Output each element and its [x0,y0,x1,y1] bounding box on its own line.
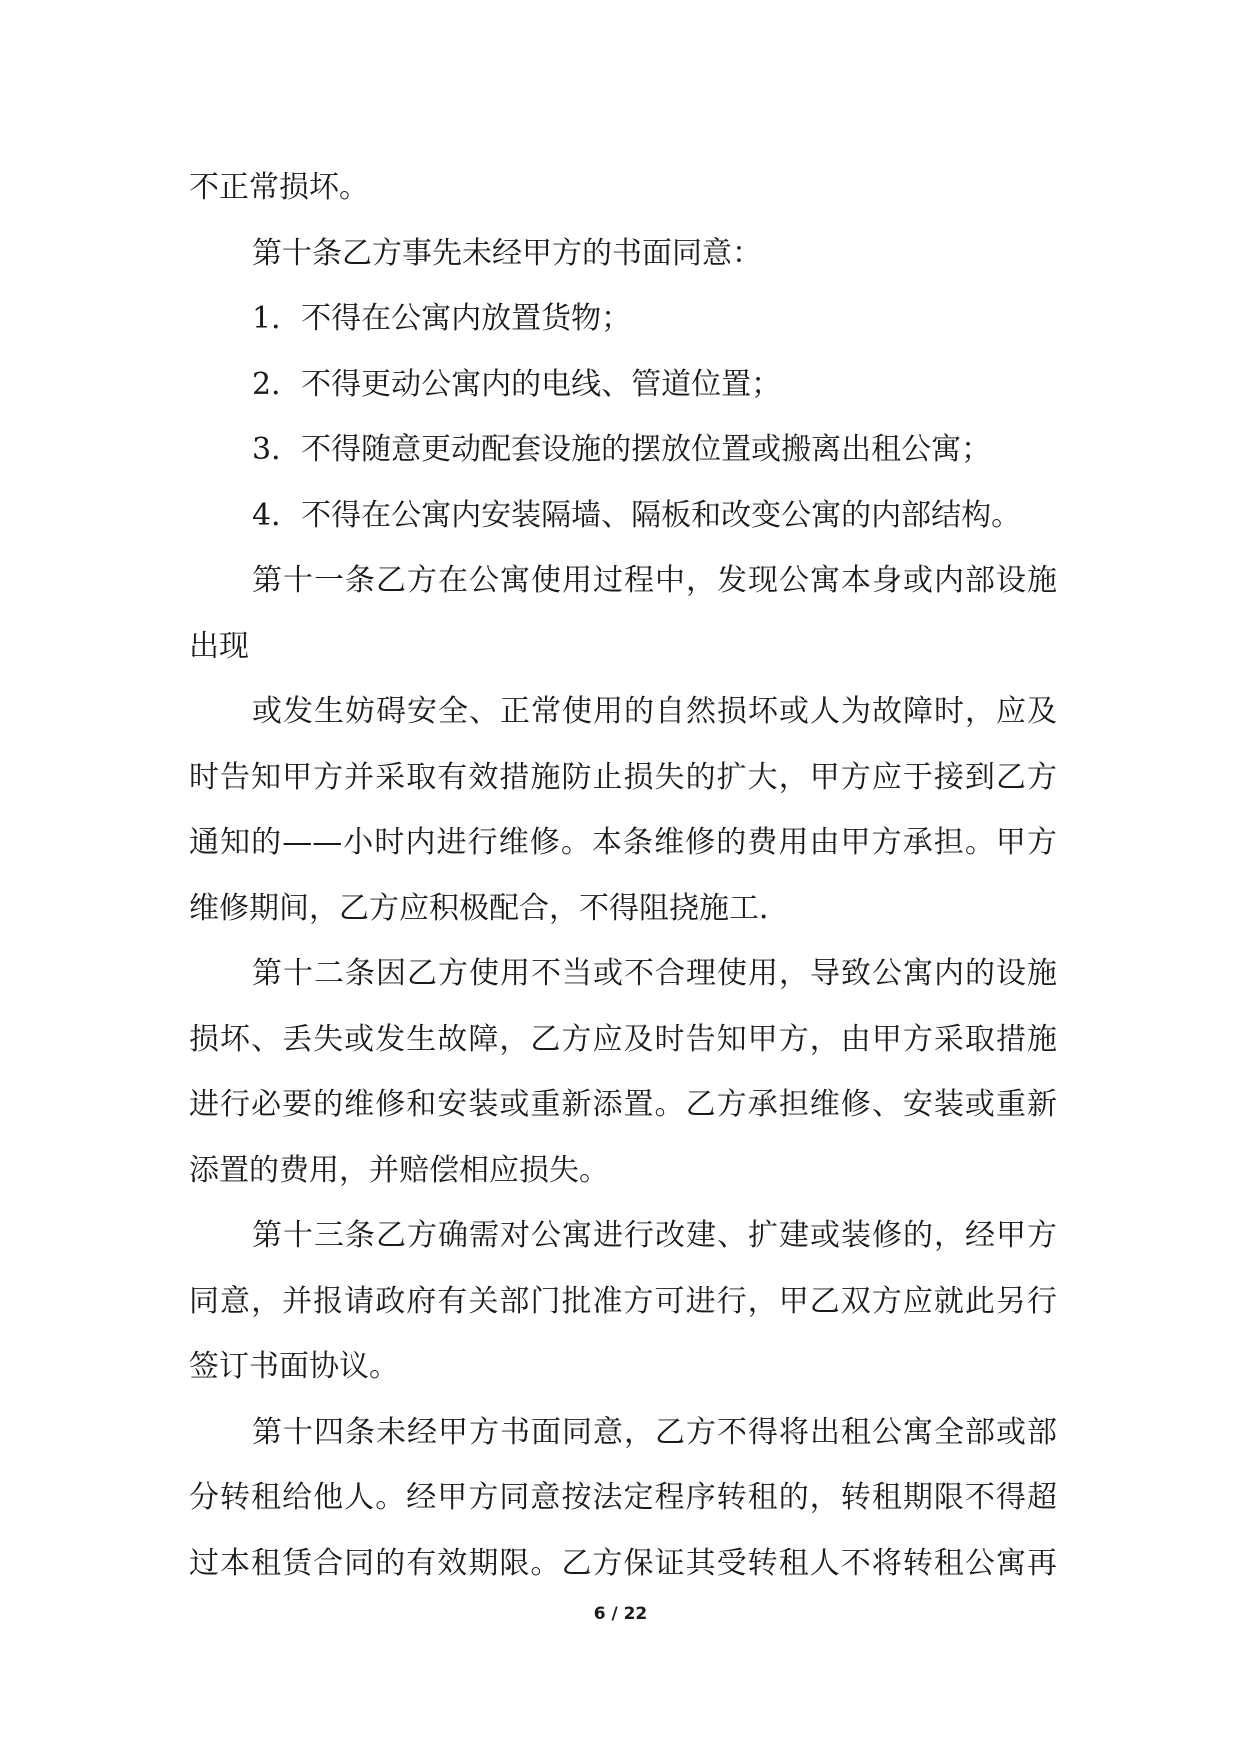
text-line: 第十四条未经甲方书面同意，乙方不得将出租公寓全部或部 [252,1414,1057,1450]
text-line: 1．不得在公寓内放置货物； [252,301,632,336]
text-line: 通知的——小时内进行维修。本条维修的费用由甲方承担。甲方 [189,825,1057,860]
page-number: 6 / 22 [593,1604,648,1624]
text-line: 3．不得随意更动配套设施的摆放位置或搬离出租公寓； [252,432,992,467]
text-line: 签订书面协议。 [189,1349,399,1384]
text-line: 第十条乙方事先未经甲方的书面同意： [252,235,762,271]
text-line: 添置的费用，并赔偿相应损失。 [189,1152,609,1188]
text-line: 分转租给他人。经甲方同意按法定程序转租的，转租期限不得超 [189,1480,1057,1515]
text-line: 时告知甲方并采取有效措施防止损失的扩大，甲方应于接到乙方 [189,759,1057,795]
text-line: 不正常损坏。 [189,170,369,205]
text-line: 2．不得更动公寓内的电线、管道位置； [252,366,782,402]
text-line: 4．不得在公寓内安装隔墙、隔板和改变公寓的内部结构。 [252,497,1022,533]
text-line: 出现 [189,628,249,664]
text-line: 进行必要的维修和安装或重新添置。乙方承担维修、安装或重新 [189,1087,1057,1122]
text-line: 维修期间，乙方应积极配合，不得阻挠施工． [189,890,789,926]
text-line: 第十三条乙方确需对公寓进行改建、扩建或装修的，经甲方 [252,1218,1057,1253]
text-line: 或发生妨碍安全、正常使用的自然损坏或人为故障时，应及 [252,694,1057,729]
text-line: 同意，并报请政府有关部门批准方可进行，甲乙双方应就此另行 [189,1283,1057,1319]
text-line: 第十一条乙方在公寓使用过程中，发现公寓本身或内部设施 [252,563,1057,598]
text-line: 损坏、丢失或发生故障，乙方应及时告知甲方，由甲方采取措施 [189,1021,1057,1057]
text-line: 第十二条因乙方使用不当或不合理使用，导致公寓内的设施 [252,956,1057,991]
document-body [189,155,1057,1596]
text-line: 过本租赁合同的有效期限。乙方保证其受转租人不将转租公寓再 [189,1545,1057,1581]
